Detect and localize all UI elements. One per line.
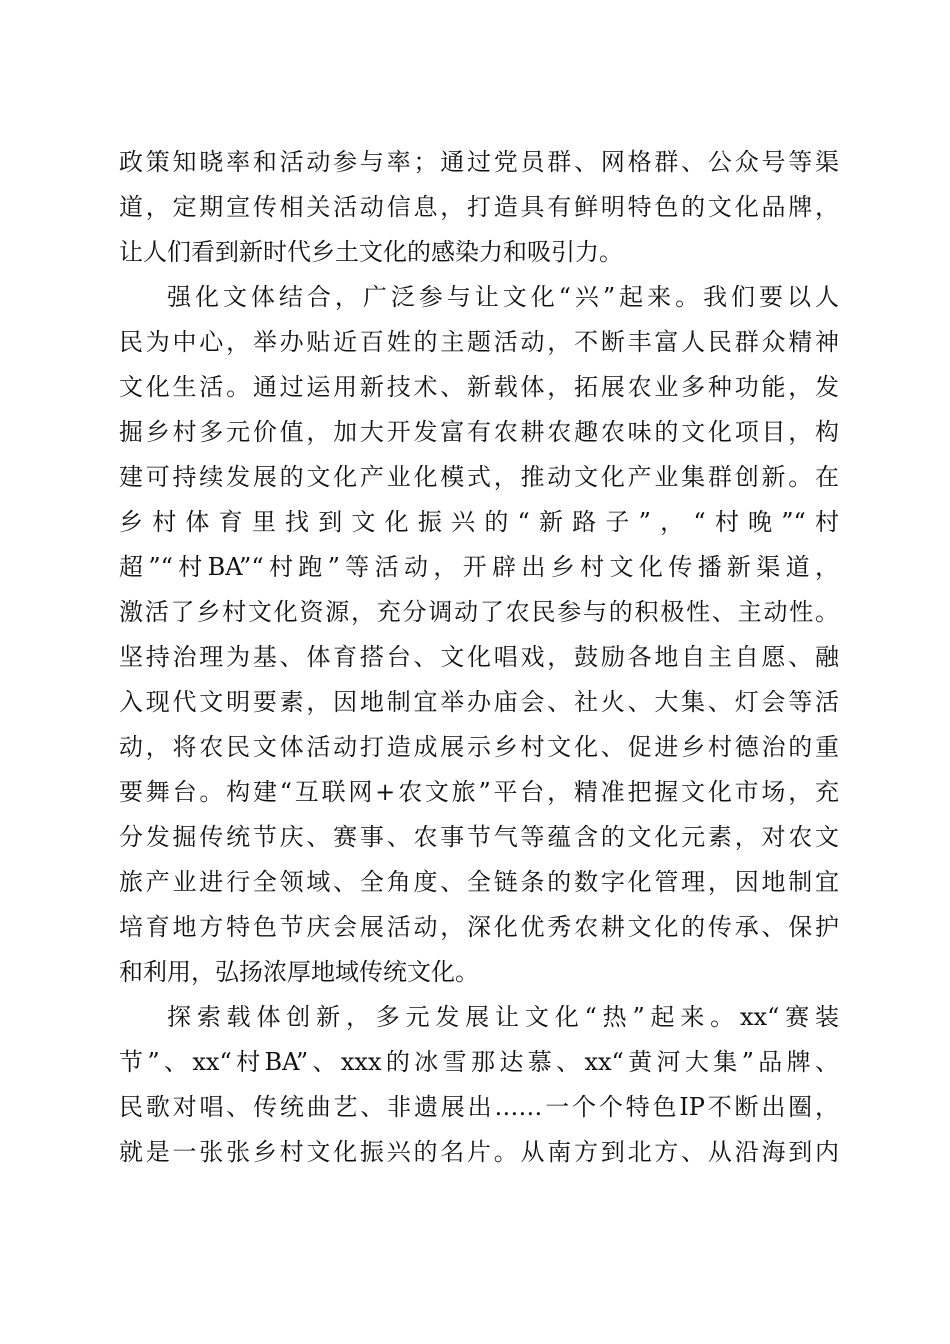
paragraph-2-line-11: 动，将农民文体活动打造成展示乡村文化、促进乡村德治的重 <box>119 733 839 761</box>
paragraph-2-line-2: 民为中心，举办贴近百姓的主题活动，不断丰富人民群众精神 <box>119 328 839 356</box>
paragraph-2-line-1: 强化文体结合，广泛参与让文化“兴”起来。我们要以人 <box>167 283 839 311</box>
paragraph-2-line-12: 要舞台。构建“互联网+农文旅”平台，精准把握文化市场，充 <box>119 778 839 806</box>
paragraph-2-line-8: 激活了乡村文化资源，充分调动了农民参与的积极性、主动性。 <box>119 598 839 626</box>
paragraph-2-line-13: 分发掘传统节庆、赛事、农事节气等蕴含的文化元素，对农文 <box>119 823 839 851</box>
paragraph-1-line-2: 道，定期宣传相关活动信息，打造具有鲜明特色的文化品牌， <box>119 193 839 221</box>
paragraph-3-line-1: 探索载体创新，多元发展让文化“热”起来。xx“赛装 <box>167 1003 839 1031</box>
paragraph-2-line-16: 和利用，弘扬浓厚地域传统文化。 <box>119 958 479 986</box>
paragraph-2-line-10: 入现代文明要素，因地制宜举办庙会、社火、大集、灯会等活 <box>119 688 839 716</box>
paragraph-2-line-4: 掘乡村多元价值，加大开发富有农耕农趣农味的文化项目，构 <box>119 418 839 446</box>
paragraph-1-line-3: 让人们看到新时代乡土文化的感染力和吸引力。 <box>119 238 623 266</box>
paragraph-1-line-1: 政策知晓率和活动参与率；通过党员群、网格群、公众号等渠 <box>119 148 839 176</box>
paragraph-3-line-3: 民歌对唱、传统曲艺、非遗展出……一个个特色IP不断出圈， <box>119 1093 839 1121</box>
paragraph-2-line-14: 旅产业进行全领域、全角度、全链条的数字化管理，因地制宜 <box>119 868 839 896</box>
paragraph-2-line-3: 文化生活。通过运用新技术、新载体，拓展农业多种功能，发 <box>119 373 839 401</box>
paragraph-2-line-15: 培育地方特色节庆会展活动，深化优秀农耕文化的传承、保护 <box>119 913 839 941</box>
paragraph-3-line-2: 节”、xx“村BA”、xxx的冰雪那达慕、xx“黄河大集”品牌、 <box>119 1048 839 1076</box>
paragraph-2-line-7: 超”“村BA”“村跑”等活动，开辟出乡村文化传播新渠道， <box>119 553 839 581</box>
paragraph-2-line-5: 建可持续发展的文化产业化模式，推动文化产业集群创新。在 <box>119 463 839 491</box>
paragraph-3-line-4: 就是一张张乡村文化振兴的名片。从南方到北方、从沿海到内 <box>119 1138 839 1166</box>
paragraph-2-line-9: 坚持治理为基、体育搭台、文化唱戏，鼓励各地自主自愿、融 <box>119 643 839 671</box>
paragraph-2-line-6: 乡村体育里找到文化振兴的“新路子”，“村晚”“村 <box>119 508 839 536</box>
document-body <box>119 140 839 1175</box>
